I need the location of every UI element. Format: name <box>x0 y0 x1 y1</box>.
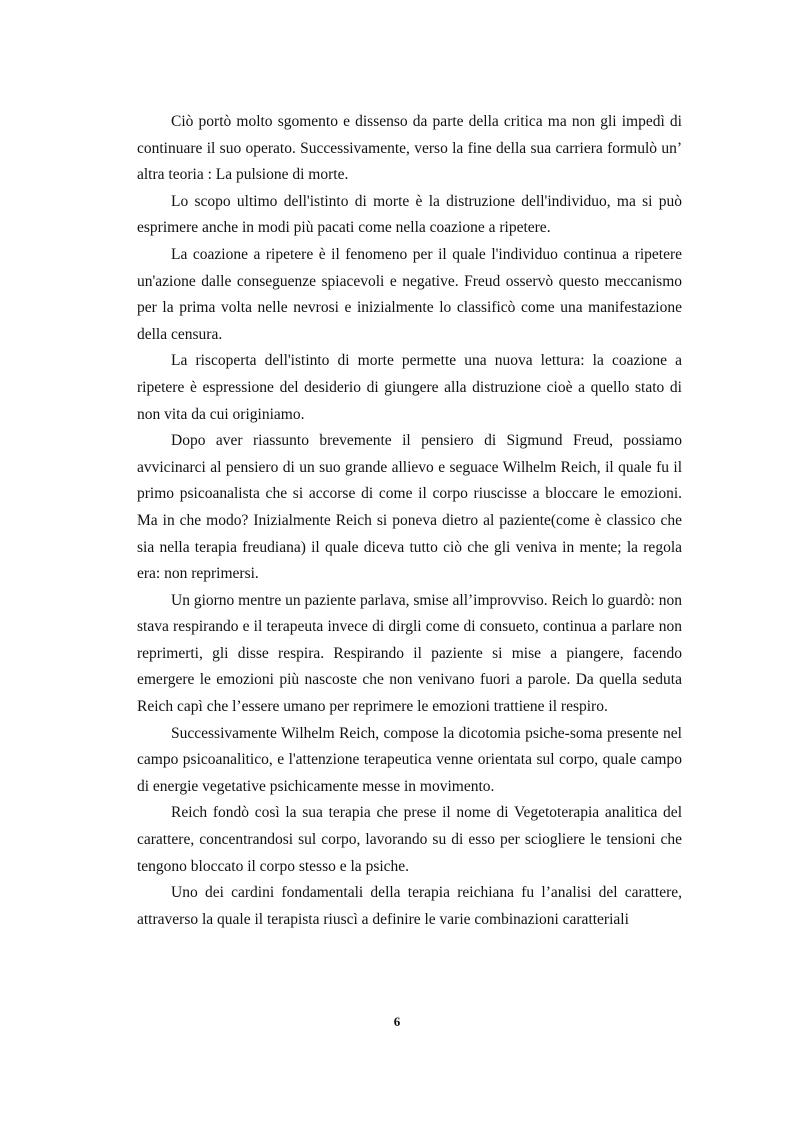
paragraph-1: Ciò portò molto sgomento e dissenso da parte della critica ma non gli impedì di continuare il suo operato. Successivamente, verso la fine della sua carriera formulò un’ altra teoria : La pulsione di morte. <box>137 113 682 184</box>
paragraph-8: Reich fondò così la sua terapia che prese il nome di Vegetoterapia analitica del carattere, concentrandosi sul corpo, lavorando su di esso per sciogliere le tensioni che tengono bloccato il corpo stesso e la psiche. <box>137 804 682 875</box>
paragraph-6: Un giorno mentre un paziente parlava, smise all’improvviso. Reich lo guardò: non stava respirando e il terapeuta invece di dirgli come di consueto, continua a parlare non reprimerti, gli disse respira. Respirando il paziente si mise a piangere, facendo emergere le emozioni più nascoste che non venivano fuori a parole. Da quella seduta Reich capì che l’essere umano per reprimere le emozioni trattiene il respiro. <box>137 591 682 716</box>
paragraph-5: Dopo aver riassunto brevemente il pensiero di Sigmund Freud, possiamo avvicinarci al pensiero di un suo grande allievo e seguace Wilhelm Reich, il quale fu il primo psicoanalista che si accorse di come il corpo riuscisse a bloccare le emozioni. Ma in che modo? Inizialmente Reich si poneva dietro al paziente(come è classico che sia nella terapia freudiana) il quale diceva tutto ciò che gli veniva in mente; la regola era: non reprimersi. <box>137 432 682 583</box>
paragraph-9: Uno dei cardini fondamentali della terapia reichiana fu l’analisi del carattere, attraverso la quale il terapista riuscì a definire le varie combinazioni caratteriali <box>137 884 682 928</box>
body-text <box>137 109 682 933</box>
paragraph-3: La coazione a ripetere è il fenomeno per il quale l'individuo continua a ripetere un'azione dalle conseguenze spiacevoli e negative. Freud osservò questo meccanismo per la prima volta nelle nevrosi e inizialmente lo classificò come una manifestazione della censura. <box>137 245 682 343</box>
paragraph-7: Successivamente Wilhelm Reich, compose la dicotomia psiche-soma presente nel campo psicoanalitico, e l'attenzione terapeutica venne orientata sul corpo, quale campo di energie vegetative psichicamente messe in movimento. <box>137 724 682 795</box>
paragraph-4: La riscoperta dell'istinto di morte permette una nuova lettura: la coazione a ripetere è espressione del desiderio di giungere alla distruzione cioè a quello stato di non vita da cui originiamo. <box>137 352 682 423</box>
paragraph-2: Lo scopo ultimo dell'istinto di morte è la distruzione dell'individuo, ma si può esprimere anche in modi più pacati come nella coazione a ripetere. <box>137 192 682 237</box>
page-number: 6 <box>393 1014 401 1029</box>
